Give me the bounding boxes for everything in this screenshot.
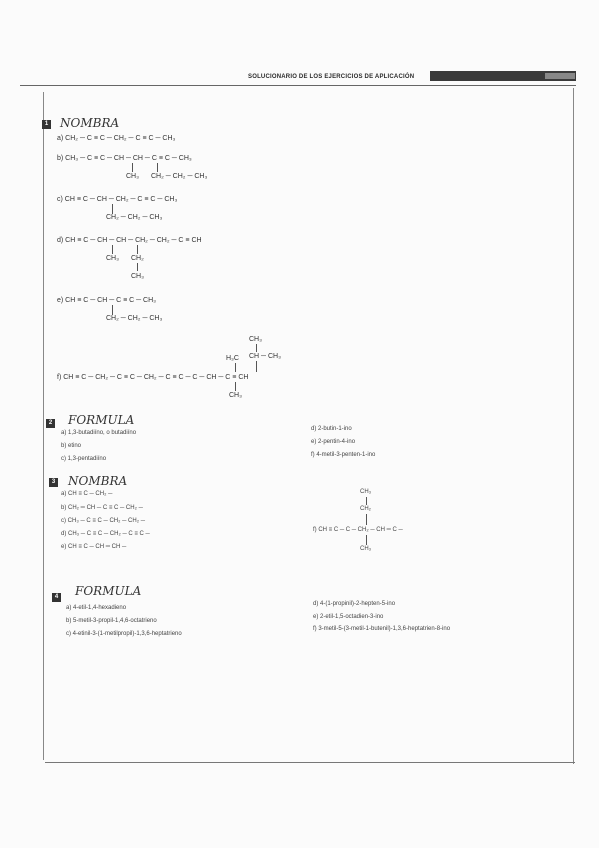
answer-4e: e) 2-etil-1,5-octadien-3-ino [313, 614, 384, 620]
bond-line [366, 535, 367, 545]
formula-3f-top2: CH₂ [360, 506, 371, 512]
formula-1f-h3c: H₃C [226, 355, 239, 362]
answer-2c: c) 1,3-pentadiíno [61, 456, 107, 462]
formula-1a: a) CH₂ ─ C ≡ C ─ CH₂ ─ C ≡ C ─ CH₃ [57, 135, 176, 142]
formula-1d-sub3: CH₃ [131, 273, 144, 280]
formula-1b-sub2: CH₂ ─ CH₂ ─ CH₃ [151, 173, 208, 180]
answer-4a: a) 4-etil-1,4-hexadieno [66, 605, 127, 611]
section-3-number: 3 [49, 478, 58, 487]
formula-3f-top1: CH₃ [360, 489, 372, 495]
section-2-heading: FORMULA [68, 413, 135, 427]
formula-3f-bottom: CH₃ [360, 546, 372, 552]
bond-line [157, 163, 158, 172]
formula-3a: a) CH ≡ C ─ CH₂ ─ [61, 491, 113, 497]
formula-1f-bottom: CH₃ [229, 392, 242, 399]
header-title: SOLUCIONARIO DE LOS EJERCICIOS DE APLICACIÓN [248, 74, 415, 80]
header-bar-accent [545, 73, 575, 79]
formula-1f-top1: CH₃ [249, 336, 262, 343]
section-2-number: 2 [46, 419, 55, 428]
formula-3b: b) CH₂ ═ CH ─ C ≡ C ─ CH₂ ─ [61, 505, 143, 511]
answer-4b: b) 5-metil-3-propil-1,4,6-octatrieno [66, 618, 157, 624]
formula-3c: c) CH₃ ─ C ≡ C ─ CH₂ ─ CH₂ ─ [61, 518, 145, 524]
bond-line [137, 263, 138, 271]
answer-4d: d) 4-(1-propinil)-2-hepten-5-ino [313, 601, 396, 607]
formula-3f: f) CH ≡ C ─ C ─ CH₂ ─ CH ═ C ─ [313, 527, 403, 533]
formula-1b: b) CH₃ ─ C ≡ C ─ CH ─ CH ─ C ≡ C ─ CH₃ [57, 155, 192, 162]
bond-line [132, 163, 133, 172]
bond-line [366, 514, 367, 525]
bond-line [112, 305, 113, 315]
bond-line [112, 204, 113, 214]
bond-line [137, 245, 138, 254]
answer-2f: f) 4-metil-3-penten-1-ino [311, 452, 376, 458]
formula-1f: f) CH ≡ C ─ CH₂ ─ C ≡ C ─ CH₂ ─ C ≡ C ─ C ─ CH ─ C ≡ CH [57, 374, 249, 381]
formula-1e: e) CH ≡ C ─ CH ─ C ≡ C ─ CH₃ [57, 297, 157, 304]
bond-line [235, 382, 236, 391]
bottom-rule [45, 762, 575, 763]
answer-4c: c) 4-etinil-3-(1-metilpropil)-1,3,6-heptatrieno [66, 631, 182, 637]
answer-2d: d) 2-butin-1-ino [311, 426, 352, 432]
formula-1c-sub: CH₂ ─ CH₂ ─ CH₃ [106, 214, 163, 221]
section-1-number: 1 [42, 120, 51, 129]
bond-line [256, 361, 257, 372]
bond-line [366, 497, 367, 505]
answer-2b: b) etino [61, 443, 82, 449]
right-rule [573, 88, 574, 764]
formula-1f-top2: CH ─ CH₃ [249, 353, 281, 360]
bond-line [235, 363, 236, 372]
left-rule [43, 92, 44, 760]
section-4-number: 4 [52, 593, 61, 602]
formula-1d-sub2: CH₂ [131, 255, 144, 262]
section-4-heading: FORMULA [75, 584, 142, 598]
answer-4f: f) 3-metil-5-(3-metil-1-butenil)-1,3,6-heptatrien-8-ino [313, 626, 451, 632]
formula-3e: e) CH ≡ C ─ CH ═ CH ─ [61, 544, 127, 550]
answer-2e: e) 2-pentin-4-ino [311, 439, 356, 445]
section-1-heading: NOMBRA [60, 116, 120, 130]
formula-1d: d) CH ≡ C ─ CH ─ CH ─ CH₂ ─ CH₂ ─ C ≡ CH [57, 237, 202, 244]
section-3-heading: NOMBRA [68, 474, 128, 488]
top-rule [20, 85, 576, 86]
answer-2a: a) 1,3-butadiíno, o butadiíno [61, 430, 137, 436]
formula-1d-sub1: CH₃ [106, 255, 119, 262]
formula-3d: d) CH₃ ─ C ≡ C ─ CH₂ ─ C ≡ C ─ [61, 531, 150, 537]
formula-1c: c) CH ≡ C ─ CH ─ CH₂ ─ C ≡ C ─ CH₃ [57, 196, 178, 203]
bond-line [256, 344, 257, 352]
formula-1b-sub1: CH₃ [126, 173, 139, 180]
formula-1e-sub: CH₂ ─ CH₂ ─ CH₃ [106, 315, 163, 322]
bond-line [112, 245, 113, 254]
